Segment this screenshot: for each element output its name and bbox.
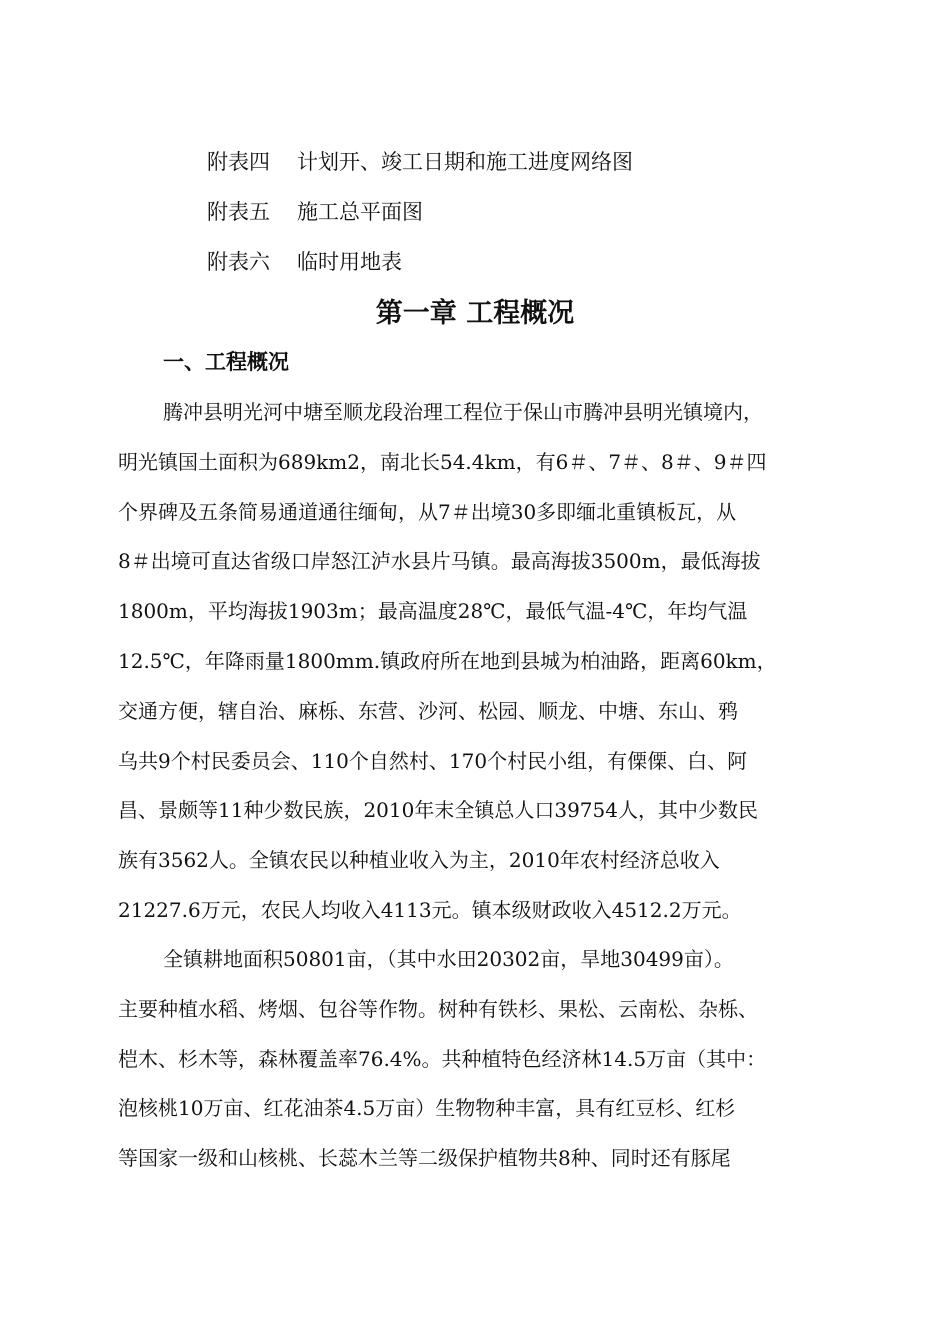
paragraph-line: 腾冲县明光河中塘至顺龙段治理工程位于保山市腾冲县明光镇境内， [163,400,763,424]
paragraph-line: 8＃出境可直达省级口岸怒江泸水县片马镇。最高海拔3500m，最低海拔 [118,549,761,573]
paragraph-line: 乌共9个村民委员会、110个自然村、170个村民小组，有傈傈、白、阿 [118,749,748,773]
appendix-number: 附表四 [207,150,270,174]
paragraph-line: 交通方便，辖自治、麻栎、东营、沙河、松园、顺龙、中塘、东山、鸦 [118,699,738,723]
paragraph-line: 等国家一级和山核桃、长蕊木兰等二级保护植物共8种、同时还有豚尾 [118,1146,731,1170]
appendix-item [207,197,423,227]
paragraph-line: 昌、景颇等11种少数民族，2010年末全镇总人口39754人，其中少数民 [118,798,758,822]
appendix-item [207,147,633,177]
appendix-title: 施工总平面图 [297,200,423,224]
paragraph-line: 主要种植水稻、烤烟、包谷等作物。树种有铁杉、果松、云南松、杂栎、 [118,997,758,1021]
appendix-title: 计划开、竣工日期和施工进度网络图 [297,150,633,174]
section-title: 一、工程概况 [163,350,289,374]
paragraph-line: 1800m，平均海拔1903m；最高温度28℃，最低气温-4℃，年均气温 [118,599,748,623]
appendix-item [207,247,402,277]
appendix-number: 附表五 [207,200,270,224]
appendix-number: 附表六 [207,250,270,274]
appendix-title: 临时用地表 [297,250,402,274]
paragraph-line: 21227.6万元，农民人均收入4113元。镇本级财政收入4512.2万元。 [118,898,742,922]
chapter-title: 第一章 工程概况 [375,298,575,329]
paragraph-line: 明光镇国土面积为689km2，南北长54.4km，有6＃、7＃、8＃、9＃四 [118,450,767,474]
paragraph-line: 族有3562人。全镇农民以种植业收入为主，2010年农村经济总收入 [118,848,720,872]
paragraph-line: 全镇耕地面积50801亩，（其中水田20302亩，旱地30499亩）。 [163,947,734,971]
paragraph-line: 个界碑及五条简易通道通往缅甸，从7＃出境30多即缅北重镇板瓦，从 [118,500,737,524]
paragraph-line: 桤木、杉木等，森林覆盖率76.4%。共种植特色经济林14.5万亩（其中： [118,1047,767,1071]
paragraph-line: 泡核桃10万亩、红花油茶4.5万亩）生物物种丰富，具有红豆杉、红杉 [118,1096,736,1120]
paragraph-line: 12.5℃，年降雨量1800mm.镇政府所在地到县城为柏油路，距离60km， [118,649,777,673]
